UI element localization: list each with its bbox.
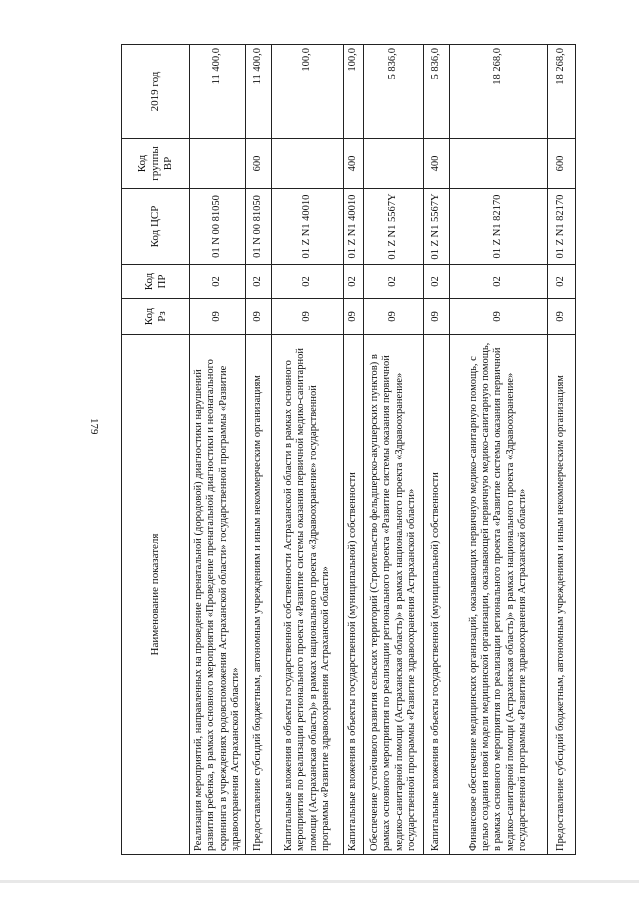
row-vr xyxy=(364,139,424,189)
table-row xyxy=(450,45,548,855)
row-rz: 09 xyxy=(190,299,246,335)
row-name: Капитальные вложения в объекты государственной (муниципальной) собственности xyxy=(344,335,364,855)
header-pr: Код ПР xyxy=(122,265,190,299)
row-vr: 600 xyxy=(246,139,272,189)
row-pr: 02 xyxy=(364,265,424,299)
row-rz: 09 xyxy=(272,299,344,335)
table-row xyxy=(272,45,344,855)
row-rz: 09 xyxy=(246,299,272,335)
row-pr: 02 xyxy=(548,265,576,299)
row-amount: 11 400,0 xyxy=(246,45,272,139)
row-csr: 01 Z N1 5567Y xyxy=(364,189,424,265)
row-pr: 02 xyxy=(450,265,548,299)
table-row xyxy=(548,45,576,855)
row-amount: 18 268,0 xyxy=(450,45,548,139)
header-year: 2019 год xyxy=(122,45,190,139)
row-pr: 02 xyxy=(424,265,450,299)
row-amount: 100,0 xyxy=(344,45,364,139)
page-number: 179 xyxy=(88,418,100,435)
row-vr xyxy=(190,139,246,189)
header-csr: Код ЦСР xyxy=(122,189,190,265)
row-csr: 01 N 00 81050 xyxy=(246,189,272,265)
header-vr: Код группы ВР xyxy=(122,139,190,189)
row-name: Обеспечение устойчивого развития сельских территорий (Строительство фельдшерско-акушерских пунктов) в рамках основного мероприятия по реализации регионального проекта «Развитие системы оказания первичной медико-санитарной помощи (Астраханская область)» в рамках национального проекта «Здравоохранение» государственной программы «Развитие здравоохранения Астраханской области» xyxy=(364,335,424,855)
row-vr: 400 xyxy=(344,139,364,189)
row-name: Капитальные вложения в объекты государственной (муниципальной) собственности xyxy=(424,335,450,855)
row-rz: 09 xyxy=(344,299,364,335)
row-rz: 09 xyxy=(450,299,548,335)
row-csr: 01 Z N1 40010 xyxy=(344,189,364,265)
row-amount: 11 400,0 xyxy=(190,45,246,139)
row-name: Предоставление субсидий бюджетным, автономным учреждениям и иным некоммерческим организациям xyxy=(548,335,576,855)
row-name: Реализация мероприятий, направленных на проведение пренатальной (дородовой) диагностики нарушений развития ребенка, в рамках основного мероприятия «Проведение пренатальной диагностики и неонатального скрининга в учреждениях родовспоможения Астраханской области» государственной программы «Развитие здравоохранения Астраханской области» xyxy=(190,335,246,855)
table-row xyxy=(364,45,424,855)
row-csr: 01 Z N1 5567Y xyxy=(424,189,450,265)
row-vr: 600 xyxy=(548,139,576,189)
row-amount: 5 836,0 xyxy=(424,45,450,139)
budget-table xyxy=(121,44,576,855)
row-pr: 02 xyxy=(190,265,246,299)
table-row xyxy=(190,45,246,855)
row-rz: 09 xyxy=(364,299,424,335)
row-vr: 400 xyxy=(424,139,450,189)
row-amount: 18 268,0 xyxy=(548,45,576,139)
row-vr xyxy=(272,139,344,189)
row-amount: 5 836,0 xyxy=(364,45,424,139)
header-rz: Код Рз xyxy=(122,299,190,335)
table-row xyxy=(344,45,364,855)
row-amount: 100,0 xyxy=(272,45,344,139)
header-name: Наименование показателя xyxy=(122,335,190,855)
row-rz: 09 xyxy=(548,299,576,335)
row-csr: 01 Z N1 40010 xyxy=(272,189,344,265)
row-csr: 01 N 00 81050 xyxy=(190,189,246,265)
scan-edge xyxy=(0,880,639,883)
table-header-row xyxy=(122,45,190,855)
row-csr: 01 Z N1 82170 xyxy=(548,189,576,265)
row-name: Капитальные вложения в объекты государственной собственности Астраханской области в рамках основного мероприятия по реализации регионального проекта «Развитие системы оказания первичной медико-санитарной помощи (Астраханская область)» в рамках национального проекта «Здравоохранение» государственной программы «Развитие здравоохранения Астраханской области» xyxy=(272,335,344,855)
row-pr: 02 xyxy=(246,265,272,299)
row-name: Финансовое обеспечение медицинских организаций, оказывающих первичную медико-санитарную помощь, с целью создания новой модели медицинской организации, оказывающей первичную медико-санитарную помощь, в рамках основного мероприятия по реализации регионального проекта «Развитие системы оказания первичной медико-санитарной помощи (Астраханская область)» в рамках национального проекта «Здравоохранение» государственной программы «Развитие здравоохранения Астраханской области» xyxy=(450,335,548,855)
row-rz: 09 xyxy=(424,299,450,335)
row-name: Предоставление субсидий бюджетным, автономным учреждениям и иным некоммерческим организациям xyxy=(246,335,272,855)
row-pr: 02 xyxy=(344,265,364,299)
table-row xyxy=(424,45,450,855)
rotated-table-wrapper xyxy=(121,45,567,855)
row-csr: 01 Z N1 82170 xyxy=(450,189,548,265)
row-vr xyxy=(450,139,548,189)
table-row xyxy=(246,45,272,855)
row-pr: 02 xyxy=(272,265,344,299)
